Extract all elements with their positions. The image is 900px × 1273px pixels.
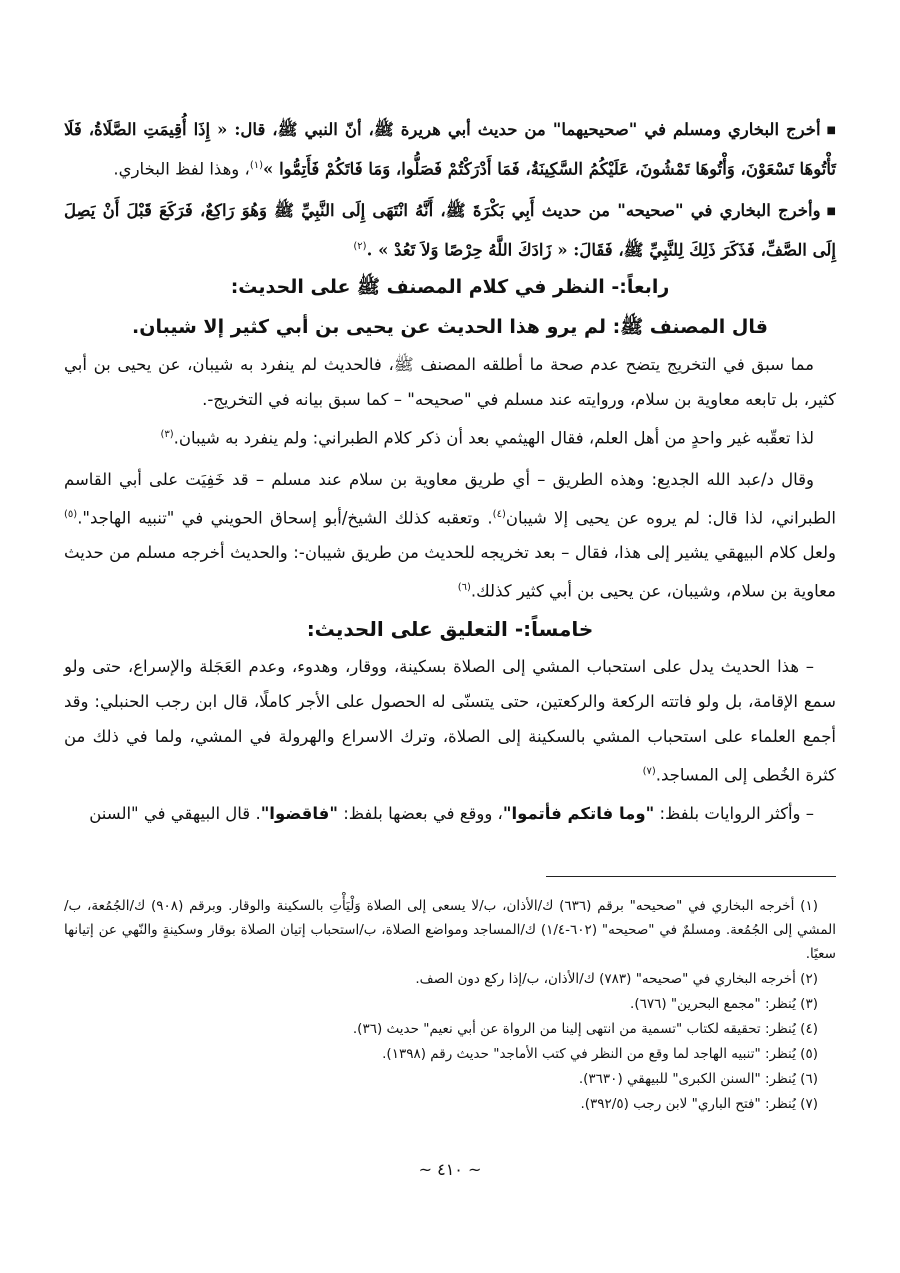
- footnotes: [64, 894, 836, 1117]
- haythami-text: لذا تعقّبه غير واحدٍ من أهل العلم، فقال الهيثمي بعد أن ذكر كلام الطبراني: ولم ينفرد به شيبان.: [173, 428, 814, 448]
- footnote-ref-2[interactable]: (٢): [353, 240, 367, 252]
- footnote-7: (٧) يُنظر: "فتح الباري" لابن رجب (٣٩٢/٥).: [580, 1096, 818, 1112]
- bullet-icon: ■: [826, 205, 836, 217]
- hadith-tail-1: ، وهذا لفظ البخاري.: [113, 159, 250, 179]
- footnote-5: (٥) يُنظر: "تنبيه الهاجد لما وقع من النظر في كتب الأماجد" حديث رقم (١٣٩٨).: [382, 1046, 818, 1062]
- footnote-ref-1[interactable]: (١): [249, 160, 264, 171]
- section-heading-5: خامساً:- التعليق على الحديث:: [306, 616, 594, 641]
- paragraph-narrations: [64, 796, 836, 831]
- footnote-ref-4[interactable]: (٤): [492, 508, 506, 520]
- bullet-icon: ■: [826, 125, 836, 136]
- footnote-ref-7[interactable]: (٧): [642, 765, 656, 777]
- judai-text-b: . وتعقبه كذلك الشيخ/أبو إسحاق الحويني في "تنبيه الهاجد".: [77, 508, 493, 527]
- paragraph-commentary: [64, 649, 836, 793]
- page-number: ~ ٤١٠ ~: [418, 1160, 482, 1179]
- footnote-4: (٤) يُنظر: تحقيقه لكتاب "تسمية من انتهى إلينا من الرواة عن أبي نعيم" حديث (٣٦).: [352, 1021, 818, 1037]
- footnote-6: (٦) يُنظر: "السنن الكبرى" للبيهقي (٣٦٣٠).: [578, 1071, 818, 1087]
- footnote-ref-3[interactable]: (٣): [160, 429, 174, 440]
- author-statement-heading: قال المصنف ﷺ: لم يرو هذا الحديث عن يحيى بن أبي كثير إلا شيبان.: [132, 316, 768, 338]
- footnote-ref-6[interactable]: (٦): [457, 582, 471, 593]
- footnote-3: (٣) يُنظر: "مجمع البحرين" (٦٧٦).: [630, 996, 818, 1012]
- narrations-text-c: . قال البيهقي في "السنن: [89, 804, 261, 823]
- section-heading-4: رابعاً:- النظر في كلام المصنف ﷺ على الحديث:: [230, 276, 670, 298]
- main-text: [64, 112, 836, 831]
- footnote-1: (١) أخرجه البخاري في "صحيحه" برقم (٦٣٦) ك/الأذان، ب/لا يسعى إلى الصلاة وَلْيَأْتِ بالسكينة والوقار. وبرقم (٩٠٨) ك/الجُمُعة، ب/المشي إلى الجُمُعة. ومسلمٌ في "صحيحه" (٦٠٢-١/٤) ك/المساجد ومواضع الصلاة، ب/استحباب إتيان الصلاة بوقار وسكينةٍ والنّهي عن إتيانها سعيًا.: [64, 898, 836, 962]
- footnote-separator: [546, 876, 836, 877]
- paragraph-haythami: [64, 417, 836, 456]
- paragraph-bukhari-abu-bakra: [64, 193, 836, 268]
- footnote-2: (٢) أخرجه البخاري في "صحيحه" (٧٨٣) ك/الأذان، ب/إذا ركع دون الصف.: [415, 971, 818, 987]
- judai-text-a: وقال د/عبد الله الجديع: وهذه الطريق – أي طريق معاوية بن سلام عند مسلم – قد خَفِيَت على أبي القاسم الطبراني، لذا قال: لم يروه عن يحيى إلا شيبان: [64, 469, 836, 527]
- paragraph-takhrij: مما سبق في التخريج يتضح عدم صحة ما أطلقه المصنف ﷺ، فالحديث لم ينفرد به شيبان، عن يحيى بن أبي كثير، بل تابعه معاوية بن سلام، وروايته عند مسلم في "صحيحه" – كما سبق بيانه في التخريج-.: [64, 355, 836, 409]
- narration-quote-2: "فاقضوا": [260, 804, 338, 823]
- judai-text-c: ولعل كلام البيهقي يشير إلى هذا، فقال – بعد تخريجه للحديث من طريق شيبان-: والحديث أخرجه مسلم من حديث معاوية بن سلام، وشيبان، عن يحيى بن أبي كثير كذلك.: [64, 543, 836, 601]
- narrations-text-a: – وأكثر الروايات بلفظ:: [654, 804, 814, 823]
- paragraph-judai: [64, 462, 836, 609]
- narration-quote-1: "وما فاتكم فأتموا": [502, 804, 655, 823]
- hadith-text-2: وأخرج البخاري في "صحيحه" من حديث أَبِي بَكْرَةَ ﷺ، أَنَّهُ انْتَهَى إِلَى النَّبِيِّ ﷺ وَهُوَ رَاكِعٌ، فَرَكَعَ قَبْلَ أَنْ يَصِلَ إِلَى الصَّفِّ، فَذَكَرَ ذَلِكَ لِلنَّبِيِّ ﷺ، فَقَالَ: « زَادَكَ اللَّهُ حِرْصًا وَلاَ تَعُدْ » .: [64, 200, 836, 259]
- narrations-text-b: ، ووقع في بعضها بلفظ:: [337, 804, 503, 823]
- footnote-ref-5[interactable]: (٥): [64, 508, 78, 520]
- paragraph-bukhari-muslim: [64, 112, 836, 187]
- commentary-text: – هذا الحديث يدل على استحباب المشي إلى الصلاة بسكينة، ووقار، وهدوء، وعدم العَجَلة والإسراع، حتى ولو سمع الإقامة، بل ولو فاتته الركعة والركعتين، حتى يتسنّى له الحصول على الأجر كاملًا، قال ابن رجب الحنبلي: وقد أجمع العلماء على استحباب المشي بالسكينة إلى الصلاة، وترك الاسراع والهرولة في المشي، ولما في ذلك من كثرة الخُطى إلى المساجد.: [64, 656, 836, 784]
- hadith-text-1: أخرج البخاري ومسلم في "صحيحيهما" من حديث أبي هريرة ﷺ، أنّ النبي ﷺ، قال: « إِذَا أُقِيمَتِ الصَّلَاةُ، فَلَا تَأْتُوهَا تَسْعَوْنَ، وَأْتُوهَا تَمْشُونَ، عَلَيْكُمُ السَّكِينَةُ، فَمَا أَدْرَكْتُمْ فَصَلُّوا، وَمَا فَاتَكُمْ فَأَتِمُّوا »: [64, 120, 836, 179]
